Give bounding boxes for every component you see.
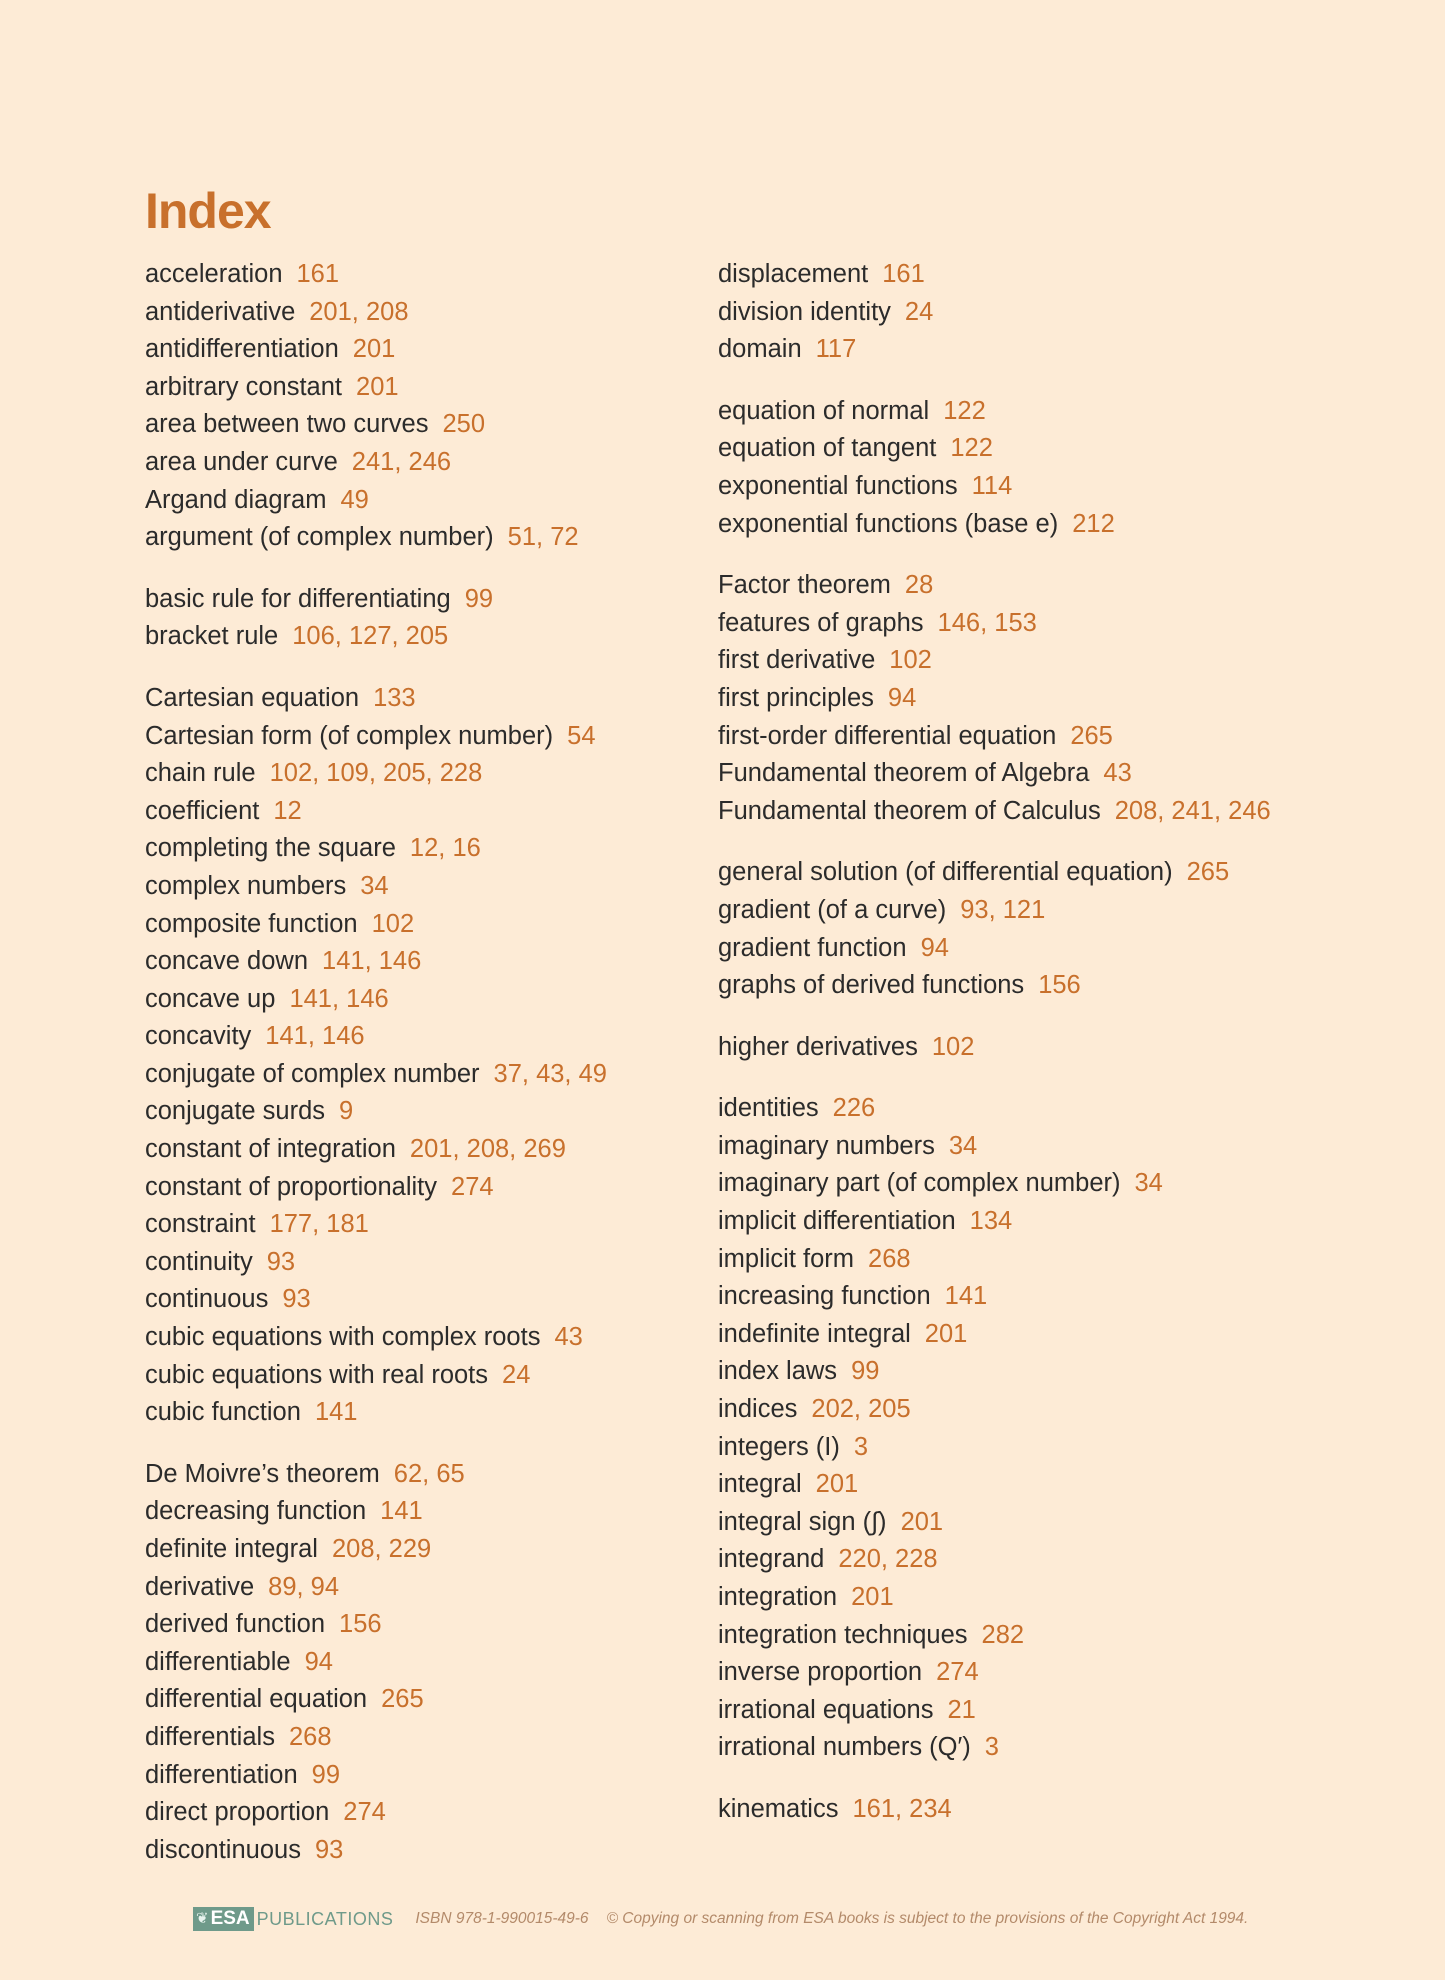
index-term: implicit form	[718, 1244, 855, 1273]
index-entry	[718, 854, 1358, 892]
index-entry	[145, 1244, 785, 1282]
index-page-numbers: 201	[815, 1470, 859, 1499]
index-entry	[718, 755, 1358, 793]
index-letter-group	[145, 680, 785, 1432]
page-footer	[193, 1906, 1248, 1932]
index-entry	[718, 1128, 1358, 1166]
index-entry	[718, 793, 1358, 831]
index-term: equation of normal	[718, 396, 930, 425]
index-term: Cartesian equation	[145, 683, 360, 712]
index-page-numbers: 43	[1103, 759, 1132, 788]
index-entry	[718, 1203, 1358, 1241]
index-entry	[145, 331, 785, 369]
index-term: De Moivre’s theorem	[145, 1459, 380, 1488]
index-entry	[145, 1832, 785, 1870]
index-entry	[145, 793, 785, 831]
index-letter-group	[718, 1090, 1358, 1767]
index-page-numbers: 208, 229	[331, 1535, 432, 1563]
index-page-numbers: 134	[969, 1207, 1013, 1236]
page-title: Index	[145, 183, 271, 239]
index-term: inverse proportion	[718, 1658, 923, 1687]
index-page-numbers: 49	[340, 485, 369, 514]
index-entry	[718, 256, 1358, 294]
index-entry	[145, 868, 785, 906]
index-entry	[145, 1644, 785, 1682]
index-letter-group	[718, 567, 1358, 830]
index-term: derived function	[145, 1610, 326, 1639]
index-page-numbers: 3	[984, 1733, 999, 1762]
index-term: composite function	[145, 909, 358, 938]
index-term: definite integral	[145, 1535, 318, 1563]
index-entry	[145, 981, 785, 1019]
index-term: gradient (of a curve)	[718, 895, 947, 924]
leaf-icon: ❦	[196, 1910, 209, 1927]
index-column-right	[718, 256, 1358, 1853]
index-letter-group	[145, 581, 785, 656]
index-entry	[145, 1719, 785, 1757]
index-page-numbers: 265	[1070, 721, 1113, 750]
index-page-numbers: 106, 127, 205	[292, 622, 449, 651]
index-term: Fundamental theorem of Calculus	[718, 796, 1101, 825]
index-term: integral sign (∫)	[718, 1507, 887, 1536]
index-term: implicit differentiation	[718, 1207, 956, 1236]
index-term: antidifferentiation	[145, 335, 339, 364]
index-page-numbers: 282	[981, 1620, 1025, 1649]
index-page-numbers: 212	[1072, 509, 1115, 538]
index-entry	[718, 430, 1358, 468]
index-page-numbers: 21	[947, 1695, 976, 1724]
index-page-numbers: 156	[1038, 971, 1081, 1000]
index-term: identities	[718, 1094, 819, 1123]
index-entry	[718, 642, 1358, 680]
index-page-numbers: 265	[381, 1685, 424, 1714]
index-page-numbers: 12	[273, 796, 302, 825]
index-entry	[145, 1394, 785, 1432]
logo-mark	[193, 1907, 254, 1931]
index-page-numbers: 93	[282, 1285, 311, 1314]
index-entry	[145, 1757, 785, 1795]
index-entry	[145, 294, 785, 332]
index-term: indices	[718, 1395, 798, 1424]
index-page-numbers: 114	[971, 471, 1013, 500]
index-entry	[718, 1466, 1358, 1504]
index-entry	[145, 943, 785, 981]
index-term: conjugate surds	[145, 1097, 326, 1126]
index-term: cubic equations with real roots	[145, 1360, 489, 1389]
index-entry	[718, 1241, 1358, 1279]
index-term: integration techniques	[718, 1620, 968, 1649]
index-entry	[718, 567, 1358, 605]
index-entry	[718, 1791, 1358, 1829]
publisher-logo	[193, 1907, 393, 1931]
index-letter-group	[718, 1791, 1358, 1829]
index-entry	[145, 519, 785, 557]
index-term: decreasing function	[145, 1497, 367, 1526]
index-entry	[718, 718, 1358, 756]
index-term: complex numbers	[145, 871, 347, 900]
index-letter-group	[718, 1029, 1358, 1067]
index-term: Argand diagram	[145, 485, 327, 514]
index-term: acceleration	[145, 260, 283, 288]
index-entry	[145, 406, 785, 444]
index-entry	[145, 1794, 785, 1832]
index-entry	[718, 1654, 1358, 1692]
index-page-numbers: 99	[851, 1357, 880, 1386]
index-term: area between two curves	[145, 410, 429, 439]
index-entry	[718, 1617, 1358, 1655]
index-page-numbers: 241, 246	[351, 447, 452, 476]
index-term: argument (of complex number)	[145, 523, 494, 552]
index-term: graphs of derived functions	[718, 971, 1025, 1000]
index-column-left	[145, 256, 785, 1893]
index-term: cubic function	[145, 1398, 301, 1427]
index-page-numbers: 201	[924, 1319, 968, 1348]
index-term: division identity	[718, 297, 891, 326]
index-entry	[718, 605, 1358, 643]
index-term: first-order differential equation	[718, 721, 1057, 750]
index-page-numbers: 93	[314, 1835, 344, 1864]
index-term: irrational equations	[718, 1695, 934, 1724]
index-page-numbers: 37, 43, 49	[493, 1059, 607, 1088]
index-entry	[718, 930, 1358, 968]
index-page-numbers: 94	[920, 933, 949, 962]
index-entry	[718, 393, 1358, 431]
index-term: features of graphs	[718, 608, 924, 637]
index-entry	[145, 1131, 785, 1169]
index-term: Fundamental theorem of Algebra	[718, 759, 1090, 788]
index-term: integers (I)	[718, 1432, 840, 1461]
index-term: direct proportion	[145, 1798, 330, 1827]
index-entry	[718, 468, 1358, 506]
index-page-numbers: 94	[887, 683, 917, 712]
index-term: basic rule for differentiating	[145, 584, 451, 613]
index-entry	[145, 718, 785, 756]
index-term: derivative	[145, 1572, 255, 1601]
index-entry	[145, 1569, 785, 1607]
index-page-numbers: 268	[868, 1244, 911, 1273]
index-term: integral	[718, 1470, 802, 1499]
index-term: differential equation	[145, 1685, 368, 1714]
index-entry	[145, 1357, 785, 1395]
index-entry	[145, 1281, 785, 1319]
index-page-numbers: 201, 208, 269	[409, 1135, 566, 1164]
index-entry	[718, 967, 1358, 1005]
index-page-numbers: 201	[356, 372, 399, 401]
index-term: chain rule	[145, 759, 256, 788]
index-page-numbers: 156	[339, 1610, 382, 1639]
index-page-numbers: 99	[311, 1760, 341, 1789]
index-entry	[145, 1056, 785, 1094]
index-page-numbers: 102	[889, 646, 932, 675]
index-entry	[145, 369, 785, 407]
index-page-numbers: 133	[373, 683, 416, 712]
index-term: continuous	[145, 1285, 269, 1314]
index-term: concave up	[145, 984, 276, 1013]
index-term: exponential functions	[718, 471, 958, 500]
index-page-numbers: 201	[900, 1507, 944, 1536]
index-term: area under curve	[145, 447, 338, 476]
index-page-numbers: 122	[943, 396, 986, 425]
index-page-numbers: 141	[380, 1497, 423, 1526]
index-entry	[145, 1531, 785, 1569]
index-entry	[145, 1606, 785, 1644]
index-entry	[718, 1316, 1358, 1354]
index-page-numbers: 12, 16	[409, 834, 481, 863]
index-page-numbers: 161	[296, 260, 340, 288]
index-page-numbers: 34	[948, 1131, 978, 1160]
index-page-numbers: 94	[304, 1647, 333, 1676]
index-term: concave down	[145, 947, 309, 976]
index-entry	[145, 482, 785, 520]
index-letter-group	[145, 1456, 785, 1870]
index-term: general solution (of differential equation)	[718, 858, 1173, 887]
index-page-numbers: 62, 65	[393, 1459, 465, 1488]
index-page-numbers: 201	[851, 1583, 894, 1611]
index-page-numbers: 34	[360, 871, 389, 900]
index-term: irrational numbers (Q′)	[718, 1733, 971, 1762]
index-term: Factor theorem	[718, 571, 891, 600]
index-entry	[145, 1493, 785, 1531]
index-term: differentials	[145, 1722, 275, 1751]
index-page-numbers: 28	[904, 571, 934, 600]
index-term: conjugate of complex number	[145, 1059, 480, 1088]
index-entry	[145, 1319, 785, 1357]
index-entry	[718, 1029, 1358, 1067]
index-page-numbers: 146, 153	[937, 608, 1037, 637]
index-term: arbitrary constant	[145, 372, 343, 401]
index-page-numbers: 208, 241, 246	[1114, 796, 1271, 825]
index-page-numbers: 102	[371, 909, 415, 938]
index-term: exponential functions (base e)	[718, 509, 1059, 538]
index-page-numbers: 274	[451, 1172, 494, 1201]
index-page-numbers: 34	[1134, 1169, 1163, 1198]
index-term: integrand	[718, 1545, 825, 1574]
index-term: kinematics	[718, 1794, 839, 1823]
index-entry	[718, 1090, 1358, 1128]
index-entry	[145, 1206, 785, 1244]
index-entry	[145, 1456, 785, 1494]
index-page-numbers: 141	[314, 1398, 358, 1427]
index-entry	[145, 581, 785, 619]
index-entry	[145, 755, 785, 793]
index-page-numbers: 274	[343, 1798, 386, 1827]
index-term: differentiation	[145, 1760, 298, 1789]
index-page-numbers: 226	[832, 1094, 876, 1123]
index-entry	[718, 1278, 1358, 1316]
index-page-numbers: 220, 228	[838, 1545, 938, 1574]
index-entry	[145, 906, 785, 944]
index-term: discontinuous	[145, 1835, 301, 1864]
index-term: gradient function	[718, 933, 907, 962]
index-term: equation of tangent	[718, 434, 937, 463]
index-term: Cartesian form (of complex number)	[145, 721, 554, 750]
index-term: indefinite integral	[718, 1319, 911, 1348]
index-term: continuity	[145, 1247, 253, 1276]
index-page-numbers: 250	[442, 410, 486, 439]
index-page-numbers: 24	[904, 297, 934, 326]
index-entry	[718, 1579, 1358, 1617]
index-term: increasing function	[718, 1282, 931, 1311]
index-entry	[718, 294, 1358, 332]
index-term: cubic equations with complex roots	[145, 1323, 541, 1352]
index-letter-group	[718, 854, 1358, 1004]
index-term: antiderivative	[145, 297, 296, 326]
index-entry	[145, 256, 785, 294]
index-entry	[718, 1504, 1358, 1542]
index-page-numbers: 141	[944, 1282, 988, 1311]
index-page-numbers: 274	[936, 1658, 979, 1687]
index-page-numbers: 9	[339, 1097, 354, 1126]
index-entry	[145, 1169, 785, 1207]
index-term: displacement	[718, 260, 869, 288]
index-term: coefficient	[145, 796, 260, 825]
index-entry	[718, 1729, 1358, 1767]
index-entry	[145, 444, 785, 482]
index-page-numbers: 54	[567, 721, 596, 750]
index-page-numbers: 102, 109, 205, 228	[269, 759, 483, 788]
isbn: ISBN 978-1-990015-49-6	[415, 1910, 589, 1927]
index-entry	[718, 331, 1358, 369]
index-term: integration	[718, 1583, 838, 1611]
logo-text: PUBLICATIONS	[256, 1908, 394, 1929]
index-term: concavity	[145, 1022, 252, 1051]
index-page-numbers: 93	[266, 1247, 296, 1276]
index-page-numbers: 51, 72	[507, 523, 579, 552]
index-page-numbers: 141, 146	[322, 947, 422, 976]
index-entry	[145, 1093, 785, 1131]
index-term: constraint	[145, 1210, 256, 1239]
index-page-numbers: 201, 208	[309, 297, 409, 326]
index-term: bracket rule	[145, 622, 279, 651]
index-page-numbers: 102	[931, 1032, 975, 1061]
index-page-numbers: 99	[464, 584, 494, 613]
index-term: domain	[718, 335, 802, 364]
index-page-numbers: 201	[352, 335, 396, 364]
index-page-numbers: 161, 234	[852, 1794, 952, 1823]
index-term: completing the square	[145, 834, 396, 863]
index-term: imaginary part (of complex number)	[718, 1169, 1121, 1198]
index-page-numbers: 268	[288, 1722, 332, 1751]
index-page-numbers: 24	[502, 1360, 531, 1389]
index-page-numbers: 117	[815, 335, 857, 364]
index-entry	[718, 1429, 1358, 1467]
index-entry	[145, 1681, 785, 1719]
index-term: first derivative	[718, 646, 876, 675]
index-letter-group	[145, 256, 785, 557]
index-letter-group	[718, 256, 1358, 369]
index-page-numbers: 141, 146	[289, 984, 389, 1013]
index-page-numbers: 89, 94	[268, 1572, 340, 1601]
index-term: differentiable	[145, 1647, 291, 1676]
index-page-numbers: 141, 146	[265, 1022, 365, 1051]
index-entry	[145, 680, 785, 718]
logo-mark-text: ESA	[210, 1908, 250, 1929]
index-term: first principles	[718, 683, 874, 712]
index-page-numbers: 122	[950, 434, 993, 463]
index-page-numbers: 177, 181	[269, 1210, 369, 1239]
index-page-numbers: 3	[853, 1432, 869, 1461]
index-entry	[718, 1541, 1358, 1579]
index-page-numbers: 265	[1186, 858, 1230, 887]
index-page-numbers: 43	[554, 1323, 583, 1352]
index-entry	[145, 618, 785, 656]
index-page-numbers: 93, 121	[960, 895, 1046, 924]
index-entry	[718, 1391, 1358, 1429]
index-entry	[718, 892, 1358, 930]
index-page-numbers: 161	[882, 260, 925, 288]
index-term: imaginary numbers	[718, 1131, 935, 1160]
index-entry	[145, 830, 785, 868]
index-term: constant of integration	[145, 1135, 396, 1164]
index-term: index laws	[718, 1357, 838, 1386]
index-entry	[145, 1018, 785, 1056]
index-entry	[718, 1353, 1358, 1391]
index-entry	[718, 506, 1358, 544]
index-page-numbers: 202, 205	[811, 1395, 911, 1424]
index-letter-group	[718, 393, 1358, 543]
index-entry	[718, 1692, 1358, 1730]
index-term: higher derivatives	[718, 1032, 918, 1061]
index-term: constant of proportionality	[145, 1172, 438, 1201]
index-entry	[718, 680, 1358, 718]
copyright-notice: © Copying or scanning from ESA books is subject to the provisions of the Copyright Act 1994.	[606, 1910, 1249, 1927]
index-entry	[718, 1165, 1358, 1203]
